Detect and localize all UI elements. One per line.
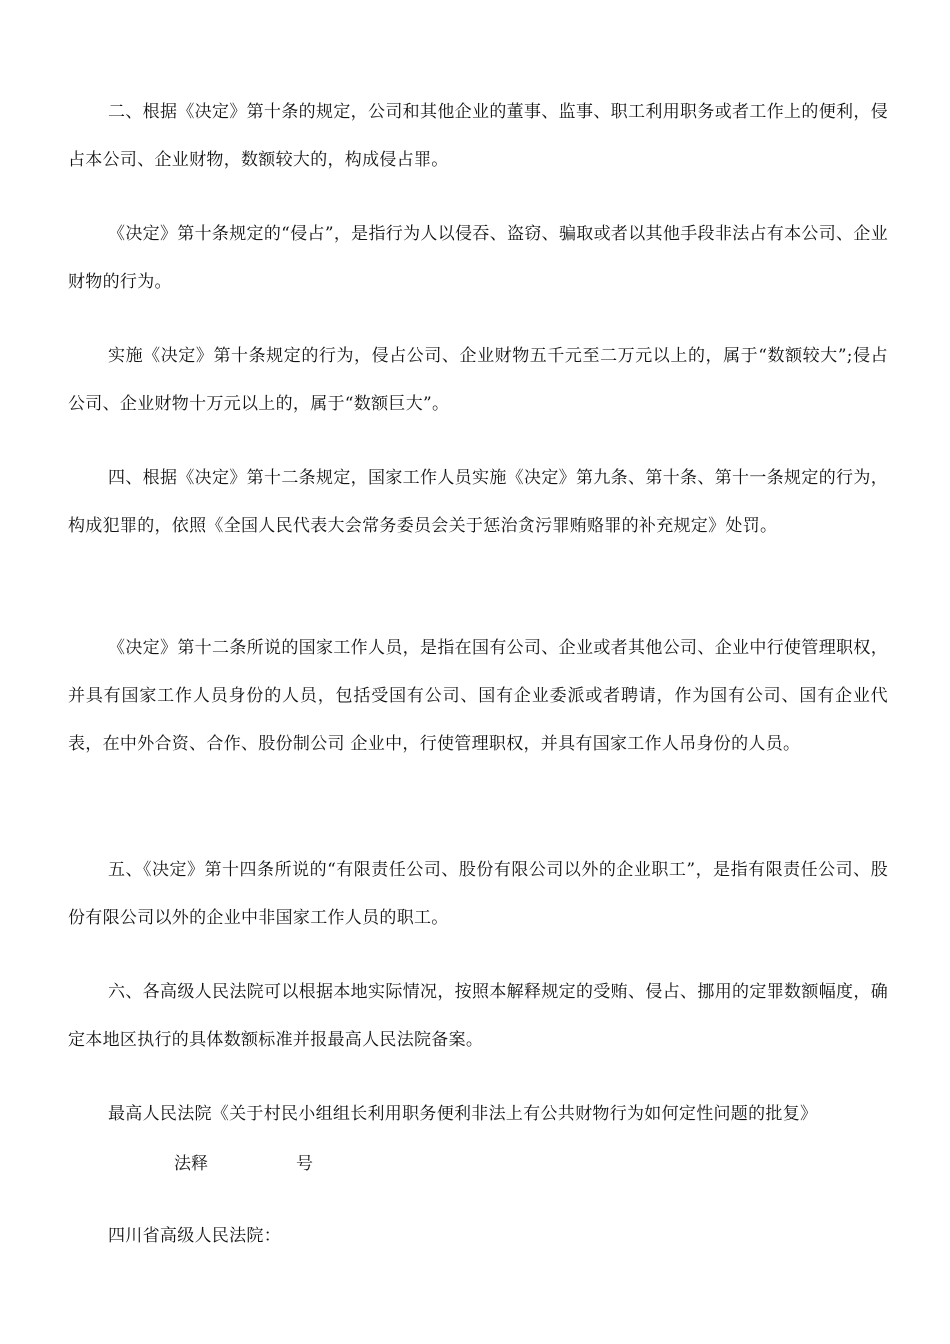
doc-number-prefix: 法释 <box>174 1154 208 1174</box>
paragraph-embezzlement-definition: 《决定》第十条规定的“侵占”，是指行为人以侵吞、盗窃、骗取或者以其他手段非法占有本公司、企业财物的行为。 <box>68 224 888 292</box>
paragraph-reply-title: 最高人民法院《关于村民小组组长利用职务便利非法上有公共财物行为如何定性问题的批复》 <box>108 1104 818 1124</box>
paragraph-state-personnel-definition: 《决定》第十二条所说的国家工作人员，是指在国有公司、企业或者其他公司、企业中行使管理职权，并具有国家工作人员身份的人员，包括受国有公司、国有企业委派或者聘请，作为国有公司、国有企业代表，在中外合资、合作、股份制公司 企业中，行使管理职权，并具有国家工作人吊身份的人员。 <box>68 638 888 754</box>
document-number-line <box>68 1140 888 1188</box>
paragraph-article-2: 二、根据《决定》第十条的规定，公司和其他企业的董事、监事、职工利用职务或者工作上的便利，侵占本公司、企业财物，数额较大的，构成侵占罪。 <box>68 102 888 170</box>
paragraph-article-4: 四、根据《决定》第十二条规定，国家工作人员实施《决定》第九条、第十条、第十一条规定的行为，构成犯罪的，依照《全国人民代表大会常务委员会关于惩治贪污罪贿赂罪的补充规定》处罚。 <box>68 468 888 536</box>
paragraph-article-5: 五、《决定》第十四条所说的“有限责任公司、股份有限公司以外的企业职工”，是指有限责任公司、股份有限公司以外的企业中非国家工作人员的职工。 <box>68 860 888 928</box>
paragraph-amount-thresholds: 实施《决定》第十条规定的行为，侵占公司、企业财物五千元至二万元以上的，属于“数额较大”;侵占公司、企业财物十万元以上的，属于“数额巨大”。 <box>68 346 888 414</box>
paragraph-article-6: 六、各高级人民法院可以根据本地实际情况，按照本解释规定的受贿、侵占、挪用的定罪数额幅度，确定本地区执行的具体数额标准并报最高人民法院备案。 <box>68 982 888 1050</box>
paragraph-addressee: 四川省高级人民法院： <box>108 1226 281 1246</box>
doc-number-suffix: 号 <box>296 1154 313 1174</box>
